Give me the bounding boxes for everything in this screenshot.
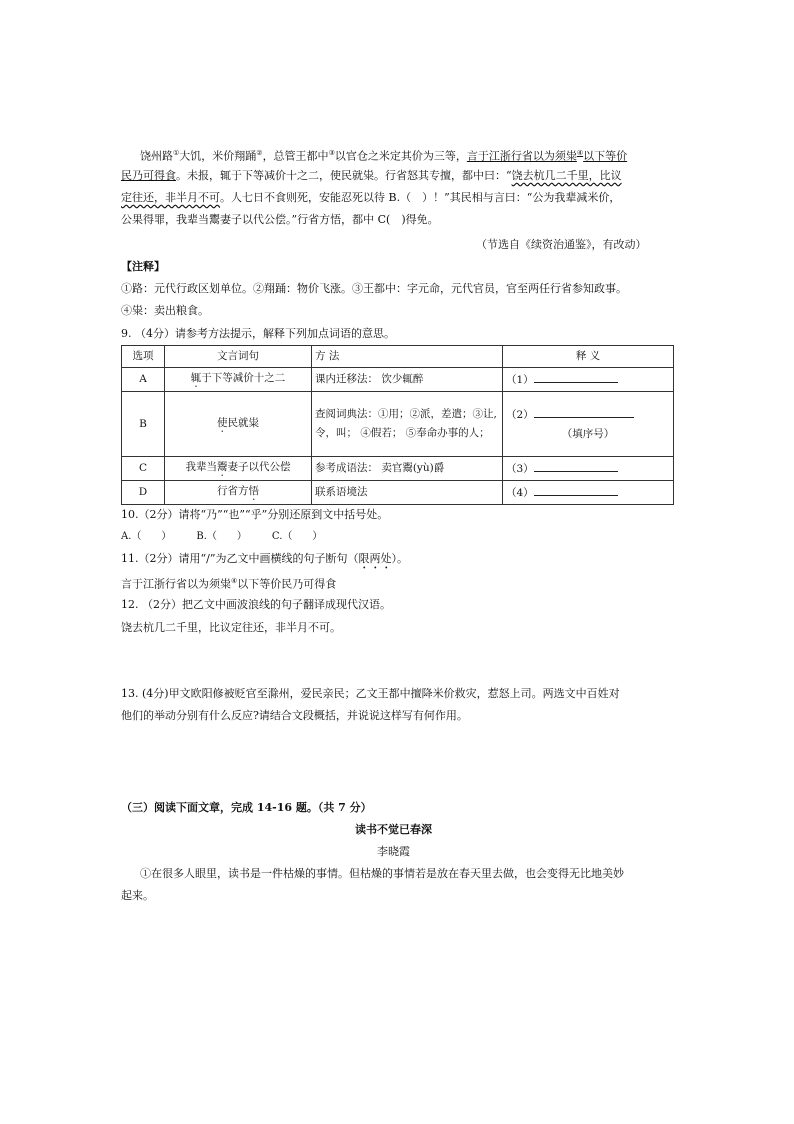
row-method: 课内迁移法： 饮少辄醉 bbox=[312, 368, 503, 392]
answer-label: （1） bbox=[506, 373, 534, 386]
row-answer bbox=[503, 392, 674, 457]
q13-line-2: 他们的举动分别有什么反应?请结合文段概括，并说说这样写有何作用。 bbox=[121, 709, 468, 722]
passage-line-1 bbox=[140, 143, 627, 167]
notes-heading: 【注释】 bbox=[121, 260, 165, 273]
article-title: 读书不觉已春深 bbox=[355, 823, 432, 836]
wavy-text: 定往还，非半月不可 bbox=[121, 191, 220, 204]
dotted-word: 使 bbox=[217, 416, 228, 429]
row-answer bbox=[503, 481, 674, 505]
phrase-text: 于下等减价十之二 bbox=[201, 372, 286, 384]
answer-blank[interactable] bbox=[534, 370, 618, 383]
q11-sentence[interactable] bbox=[121, 571, 336, 595]
wavy-text: 饶去杭几二千里，比议 bbox=[511, 169, 622, 182]
header-phrase: 文言词句 bbox=[165, 346, 312, 368]
note-mark: ③ bbox=[328, 149, 335, 157]
article-p1-line-2: 起来。 bbox=[121, 889, 154, 902]
article-author: 李晓霞 bbox=[377, 845, 410, 858]
phrase-text: 行省方 bbox=[217, 485, 249, 497]
note-mark: ② bbox=[256, 149, 263, 157]
q10-prompt: 10.（2分）请将“乃”“也”“乎”分别还原到文中括号处。 bbox=[121, 508, 389, 521]
section3-heading: （三）阅读下面文章，完成 14-16 题。（共 7 分） bbox=[121, 801, 372, 814]
row-answer bbox=[503, 457, 674, 481]
passage-line-4: 公果得罪，我辈当鬻妻子以代公偿。”行省方悟，都中 C( )得免。 bbox=[121, 213, 439, 226]
text: 言于江浙行省以为须粜 bbox=[121, 577, 231, 591]
notes-line-2: ④粜：卖出粮食。 bbox=[121, 304, 209, 317]
row-answer bbox=[503, 368, 674, 392]
phrase-text: 妻子以代公偿 bbox=[227, 461, 291, 473]
row-method: 查阅词典法：①用；②派，差遣；③让,令，叫； ④假若； ⑤奉命办事的人； bbox=[312, 392, 503, 457]
text: 。人七日不食则死，安能忍死以待 B.（ ）！”其民相与言曰：“公为我辈减米价， bbox=[220, 191, 621, 204]
q10-options: A.（ ） B.（ ） C.（ ） bbox=[121, 531, 323, 542]
text: 饶州路 bbox=[140, 149, 173, 163]
table-row bbox=[122, 481, 674, 505]
dotted-text: 限两处 bbox=[358, 552, 392, 565]
header-meaning: 释 义 bbox=[503, 346, 674, 368]
answer-label: （3） bbox=[506, 462, 534, 475]
phrase-text: 我辈当 bbox=[185, 461, 217, 473]
text: ）。 bbox=[391, 552, 408, 565]
row-phrase bbox=[165, 392, 312, 457]
table-row bbox=[122, 457, 674, 481]
note-mark: ④ bbox=[231, 577, 238, 585]
table-header-row bbox=[122, 346, 674, 368]
q13-line-1: 13. (4分)甲文欧阳修被贬官至滁州，爱民亲民；乙文王都中擅降米价救灾，惹怒上司。两选文中百姓对 bbox=[121, 687, 620, 700]
passage-source: （节选自《续资治通鉴》，有改动） bbox=[476, 238, 647, 251]
row-phrase bbox=[165, 368, 312, 392]
q9-table bbox=[121, 345, 674, 505]
table-row bbox=[122, 392, 674, 457]
row-option: B bbox=[122, 392, 165, 457]
answer-label: （2） bbox=[506, 408, 534, 421]
note-mark: ④ bbox=[576, 149, 584, 157]
answer-blank[interactable] bbox=[534, 459, 618, 472]
phrase-text: 民就粜 bbox=[227, 416, 259, 429]
q12-sentence: 饶去杭几二千里，比议定往还，非半月不可。 bbox=[121, 621, 341, 634]
row-method: 参考成语法： 卖官鬻(yù)爵 bbox=[312, 457, 503, 481]
q12-prompt: 12. （2分）把乙文中画波浪线的句子翻译成现代汉语。 bbox=[121, 598, 391, 611]
passage-line-2 bbox=[121, 165, 622, 186]
dotted-word: 鬻 bbox=[217, 461, 228, 473]
q9-prompt: 9. （4分）请参考方法提示，解释下列加点词语的意思。 bbox=[121, 327, 395, 340]
underlined-text: 民乃可得食 bbox=[121, 169, 176, 182]
answer-label: （4） bbox=[506, 486, 534, 499]
row-option: A bbox=[122, 368, 165, 392]
q11-prompt bbox=[121, 548, 408, 572]
table-row bbox=[122, 368, 674, 392]
answer-note: （填序号） bbox=[561, 427, 615, 440]
text: 。未报，辄于下等减价十之二，使民就粜。行省怒其专擅，都中曰：“ bbox=[176, 169, 512, 182]
dotted-word: 悟 bbox=[248, 485, 259, 497]
answer-blank[interactable] bbox=[534, 405, 634, 418]
row-phrase bbox=[165, 481, 312, 505]
underlined-text: 以下等价 bbox=[583, 149, 628, 163]
row-method: 联系语境法 bbox=[312, 481, 503, 505]
row-option: D bbox=[122, 481, 165, 505]
passage-line-3 bbox=[121, 187, 620, 208]
row-option: C bbox=[122, 457, 165, 481]
text: ，总管王都中 bbox=[262, 149, 329, 163]
article-p1-line-1: ①在很多人眼里，读书是一件枯燥的事情。但枯燥的事情若是放在春天里去做，也会变得无比地美妙 bbox=[140, 867, 624, 880]
text: 11.（2分）请用“/”为乙文中画横线的句子断句（ bbox=[121, 552, 359, 565]
header-method: 方 法 bbox=[312, 346, 503, 368]
text: 以官仓之米定其价为三等， bbox=[334, 149, 467, 163]
notes-line-1: ①路：元代行政区划单位。②翔踊：物价飞涨。③王都中：字元命，元代官员，官至两任行省参知政事。 bbox=[121, 282, 627, 295]
header-option: 选项 bbox=[122, 346, 165, 368]
answer-blank[interactable] bbox=[534, 483, 618, 496]
underlined-text: 言于江浙行省以为须粜 bbox=[466, 149, 577, 163]
text: 大饥，米价翔踊 bbox=[179, 149, 257, 163]
note-mark: ① bbox=[173, 149, 180, 157]
text: 以下等价民乃可得食 bbox=[237, 577, 337, 591]
row-phrase bbox=[165, 457, 312, 481]
dotted-word: 辄 bbox=[190, 372, 202, 384]
